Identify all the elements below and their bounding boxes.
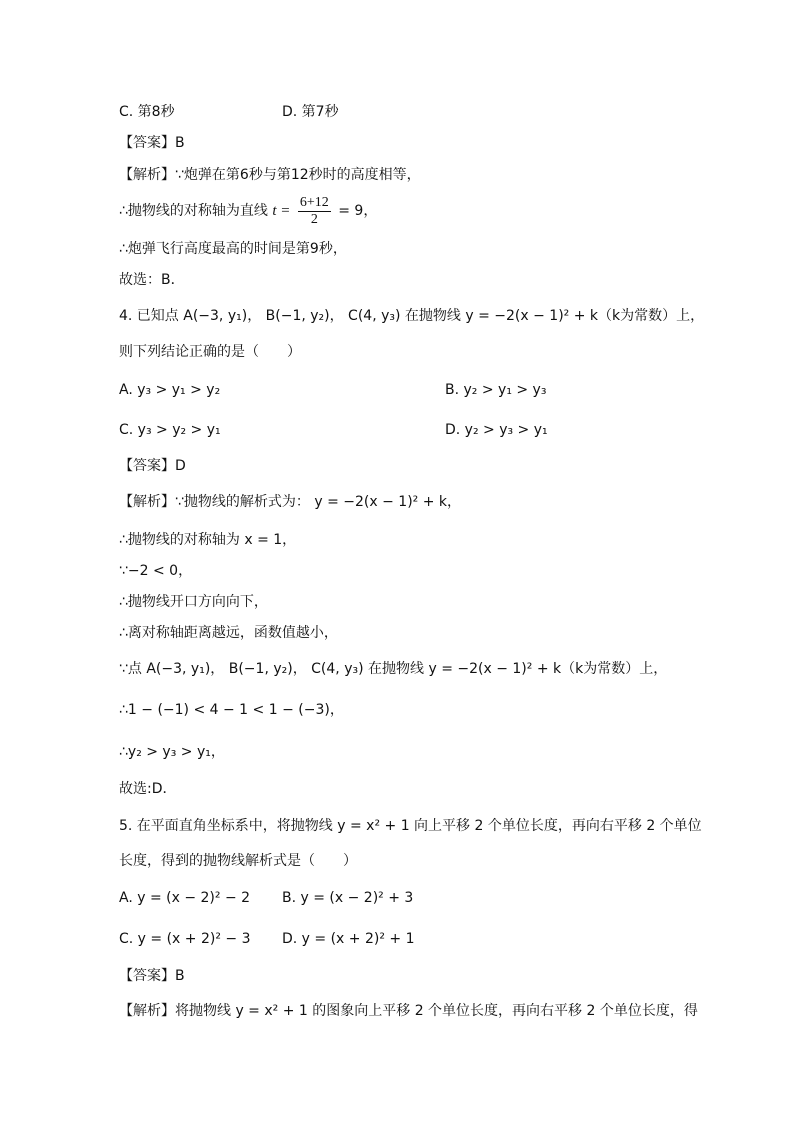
q4-stem-1: 4. 已知点 A(−3, y₁)， B(−1, y₂)， C(4, y₃) 在抛物线 y = −2(x − 1)² + k（k为常数）上， (119, 308, 705, 324)
q3-fraction (298, 195, 331, 228)
q4-answer: 【答案】D (119, 458, 186, 474)
q3-fraction-numerator: 6+12 (299, 194, 329, 210)
q5-analysis-1: 【解析】将抛物线 y = x² + 1 的图象向上平移 2 个单位长度，再向右平移 2 个单位长度，得 (119, 1003, 698, 1019)
q3-option-d: D. 第7秒 (282, 104, 339, 120)
q3-analysis-1: 【解析】∵炮弹在第6秒与第12秒时的高度相等， (119, 167, 421, 183)
q5-stem-2: 长度，得到的抛物线解析式是（ ） (119, 853, 357, 869)
q5-option-a: A. y = (x − 2)² − 2 (119, 890, 251, 906)
q4-analysis-4: ∴抛物线开口方向向下， (119, 594, 268, 610)
q4-analysis-5: ∴离对称轴距离越远，函数值越小， (119, 625, 338, 641)
q3-analysis-2-prefix: ∴抛物线的对称轴为直线 (119, 203, 268, 219)
q3-answer: 【答案】B (119, 135, 185, 151)
q4-option-d: D. y₂ > y₃ > y₁ (445, 422, 548, 438)
q4-option-c: C. y₃ > y₂ > y₁ (119, 422, 221, 438)
q4-analysis-7: ∴1 − (−1) < 4 − 1 < 1 − (−3)， (119, 702, 344, 718)
q3-option-c: C. 第8秒 (119, 104, 175, 120)
q4-analysis-1: 【解析】∵抛物线的解析式为： y = −2(x − 1)² + k， (119, 494, 462, 510)
q3-analysis-2-t: t = (272, 203, 291, 219)
q4-analysis-3: ∵−2 < 0， (119, 563, 193, 579)
q4-analysis-8: ∴y₂ > y₃ > y₁， (119, 744, 225, 760)
q4-stem-2: 则下列结论正确的是（ ） (119, 344, 301, 360)
q3-analysis-4: 故选：B． (119, 272, 185, 288)
q3-fraction-denominator: 2 (310, 211, 318, 227)
q4-option-a: A. y₃ > y₁ > y₂ (119, 382, 221, 398)
q4-option-b: B. y₂ > y₁ > y₃ (445, 382, 547, 398)
q5-answer: 【答案】B (119, 968, 185, 984)
q3-analysis-2-suffix: = 9， (338, 203, 378, 219)
q3-analysis-3: ∴炮弹飞行高度最高的时间是第9秒， (119, 241, 347, 257)
q5-option-b: B. y = (x − 2)² + 3 (282, 890, 414, 906)
q5-option-c: C. y = (x + 2)² − 3 (119, 931, 251, 947)
q4-analysis-9: 故选:D． (119, 781, 177, 797)
q4-analysis-2: ∴抛物线的对称轴为 x = 1， (119, 532, 297, 548)
q5-stem-1: 5. 在平面直角坐标系中，将抛物线 y = x² + 1 向上平移 2 个单位长度，再向右平移 2 个单位 (119, 818, 702, 834)
q4-analysis-6: ∵点 A(−3, y₁)， B(−1, y₂)， C(4, y₃) 在抛物线 y = −2(x − 1)² + k（k为常数）上， (119, 661, 668, 677)
q3-analysis-2 (119, 194, 377, 228)
q5-option-d: D. y = (x + 2)² + 1 (282, 931, 415, 947)
